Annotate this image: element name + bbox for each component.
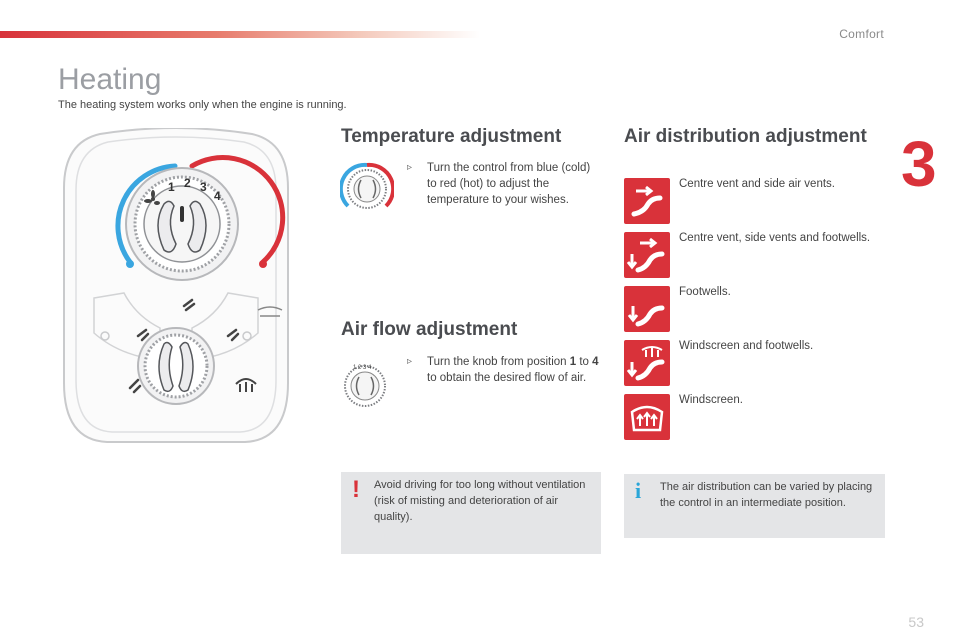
distribution-item xyxy=(624,340,924,388)
page-title: Heating xyxy=(58,63,162,96)
windscreen-demist-icon xyxy=(624,394,670,440)
dial-position-3: 3 xyxy=(200,180,207,194)
dial-position-1: 1 xyxy=(168,180,175,194)
distribution-item-label: Centre vent and side air vents. xyxy=(679,178,835,190)
page-number: 53 xyxy=(908,614,924,630)
airflow-heading: Air flow adjustment xyxy=(341,319,518,340)
distribution-item-label: Centre vent, side vents and footwells. xyxy=(679,232,871,244)
airflow-instruction: ▹ Turn the knob from position 1 to 4 to obtain the desired flow of air. xyxy=(407,356,599,384)
airflow-position-min: 1 xyxy=(569,356,577,368)
distribution-item xyxy=(624,394,924,442)
warning-note-text: Avoid driving for too long without ventilation (risk of misting and deterioration of air quality). xyxy=(374,479,586,523)
airflow-position-max: 4 xyxy=(592,356,599,368)
temperature-instruction-text: Turn the control from blue (cold) to red (hot) to adjust the temperature to your wishes. xyxy=(427,162,591,206)
feet-vent-icon xyxy=(624,286,670,332)
airflow-dial-icon xyxy=(340,360,390,410)
info-note-text: The air distribution can be varied by placing the control in an intermediate position. xyxy=(660,481,873,509)
intro-text: The heating system works only when the engine is running. xyxy=(58,99,347,111)
warning-note xyxy=(341,472,601,554)
bullet-arrow-icon: ▹ xyxy=(407,356,413,367)
header-accent-bar xyxy=(0,31,480,38)
distribution-item-label: Footwells. xyxy=(679,286,731,298)
info-note xyxy=(624,474,885,538)
distribution-item xyxy=(624,232,924,280)
face-vent-icon xyxy=(624,178,670,224)
temperature-heading: Temperature adjustment xyxy=(341,126,562,147)
temperature-instruction xyxy=(407,160,597,208)
distribution-item xyxy=(624,286,924,334)
svg-text:1 2 3 4: 1 2 3 4 xyxy=(353,365,372,371)
heating-panel-illustration xyxy=(60,128,292,446)
distribution-item-label: Windscreen and footwells. xyxy=(679,340,814,352)
windscreen-and-feet-icon xyxy=(624,340,670,386)
warning-exclamation-icon: ! xyxy=(352,476,360,503)
temperature-dial-icon xyxy=(340,162,394,216)
distribution-heading: Air distribution adjustment xyxy=(624,126,867,147)
distribution-item xyxy=(624,178,924,226)
dial-position-4: 4 xyxy=(214,189,221,203)
face-and-feet-vent-icon xyxy=(624,232,670,278)
chapter-number: 3 xyxy=(901,128,937,200)
bullet-arrow-icon: ▹ xyxy=(407,162,413,173)
distribution-item-label: Windscreen. xyxy=(679,394,743,406)
dial-position-2: 2 xyxy=(184,176,191,190)
section-label: Comfort xyxy=(839,27,884,41)
info-icon: i xyxy=(635,478,642,503)
